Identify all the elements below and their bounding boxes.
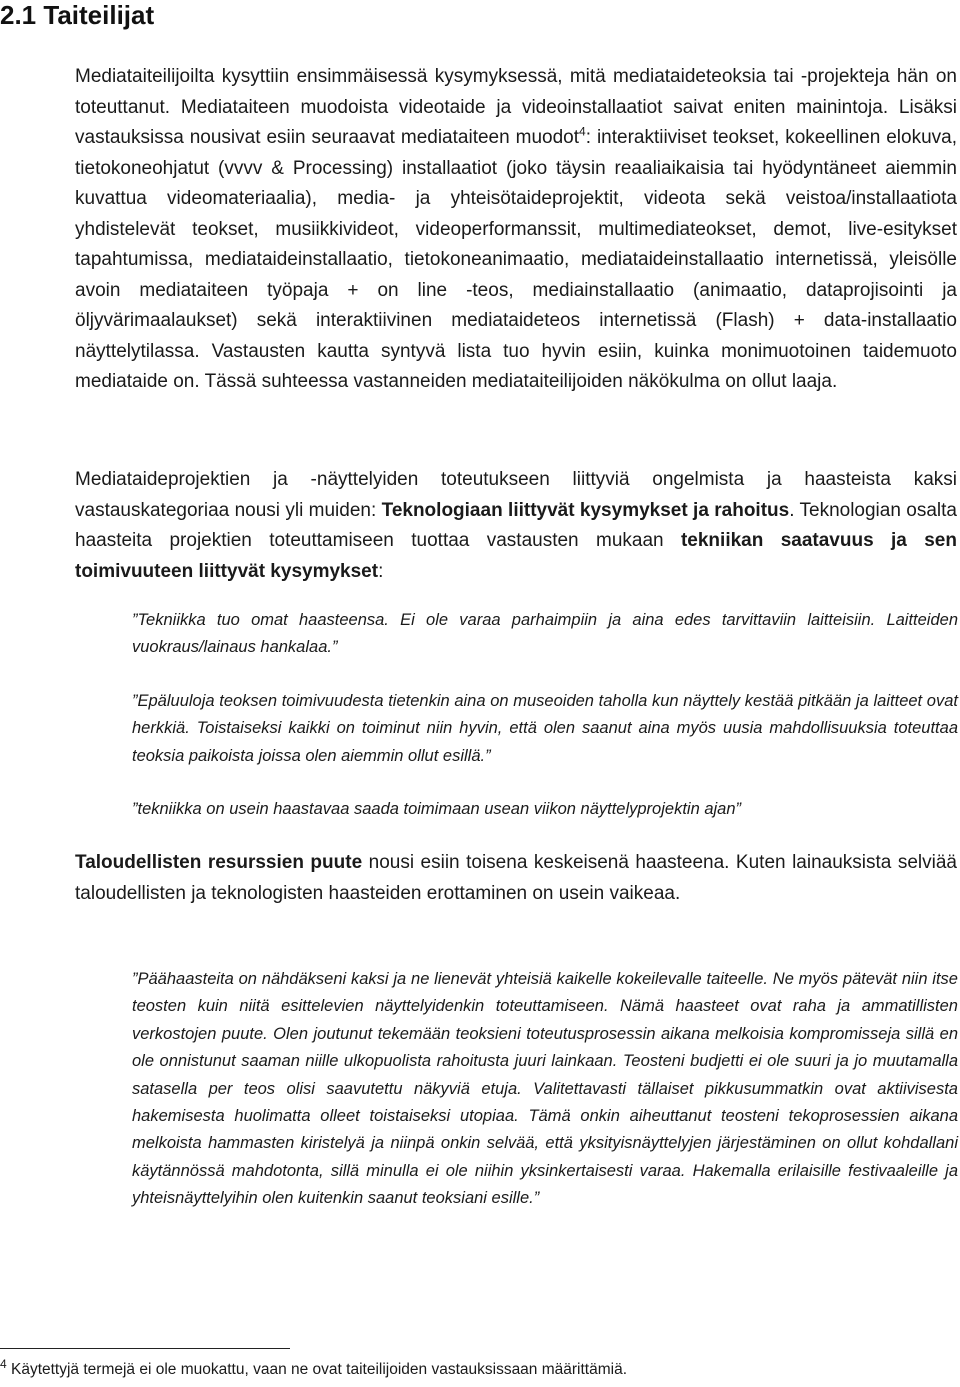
- paragraph-financial: [75, 848, 957, 909]
- paragraph-text: Mediataideprojektien ja -näyttelyiden toteutukseen liittyviä ongelmista ja haasteista kaksi vastauskategoriaa nousi yli muiden:: [75, 469, 957, 521]
- footnote: [0, 1356, 628, 1381]
- paragraph-text: :: [378, 560, 384, 582]
- paragraph-media-art-forms: [75, 62, 957, 398]
- quote-technology-1: ”Tekniikka tuo omat haasteensa. Ei ole varaa parhaimpiin ja aina edes tarvittaviin laitteisiin. Laitteiden vuokraus/lainaus hankalaa.”: [132, 611, 958, 657]
- footnote-number: 4: [0, 1356, 7, 1371]
- paragraph-text: Mediataiteilijoilta kysyttiin ensimmäisessä kysymyksessä, mitä mediataideteoksia tai -projekteja hän on toteuttanut. Mediataiteen muodoista videotaide ja videoinstallaatiot saivat eniten mainintoja. Lisäksi vastauksissa nousivat esiin seuraavat mediataiteen muodot: [75, 66, 957, 148]
- paragraph-text: : interaktiiviset teokset, kokeellinen elokuva, tietokoneohjatut (vvvv & Processing) installaatiot (joko täysin reaaliaikaisia tai hyödyntäneet aiemmin kuvattua videomateriaalia), media- ja yhteisötaideprojektit, videota sekä veistoa/installaatiota yhdistelevät teokset, musiikkivideot, videoperformanssit, multimediateokset, demot, live-esitykset tapahtumissa, mediataideinstallaatio, tietokoneanimaatio, mediataideinstallaatio internetissä, yleisölle avoin mediataiteen työpaja + on line -teos, mediainstallaatio (animaatio, dataprojisointi ja öljyvärimaalaukset) sekä interaktiivinen mediataideteos internetissä (Flash) + data-installaatio näyttelytilassa. Vastausten kautta syntyvä lista tuo hyvin esiin, kuinka monimuotoinen taidemuoto mediataide on. Tässä suhteessa vastanneiden mediataiteilijoiden näkökulma on ollut laaja.: [75, 127, 957, 392]
- bold-phrase: tekniikan saatavuus ja sen toimivuuteen liittyvät kysymykset: [75, 530, 957, 582]
- footnote-reference[interactable]: 4: [579, 124, 586, 139]
- quote-technology-2: ”Epäluuloja teoksen toimivuudesta tietenkin aina on museoiden taholla kun näyttely kestää pitkään ja laitteet ovat herkkiä. Toistaiseksi kaikki on toiminut niin hyvin, että olen saanut aina myös uusia mahdollisuuksia toteuttaa teoksia paikoista joissa olen aiemmin ollut esillä.”: [132, 692, 958, 765]
- bold-phrase: Taloudellisten resurssien puute: [75, 852, 363, 873]
- footnote-text: Käytettyjä termejä ei ole muokattu, vaan ne ovat taiteilijoiden vastauksissaan määrittämiä.: [6, 1361, 628, 1378]
- section-heading: 2.1 Taiteilijat: [0, 0, 155, 30]
- paragraph-challenges: [75, 465, 957, 587]
- paragraph-text: . Teknologian osalta haasteita projektien toteuttamiseen tuottaa vastausten mukaan: [75, 499, 957, 551]
- bold-phrase: Teknologiaan liittyvät kysymykset ja rahoitus: [381, 499, 790, 521]
- quote-financial: ”Päähaasteita on nähdäkseni kaksi ja ne lienevät yhteisiä kaikelle kokeilevalle taiteelle. Ne myös pätevät niin itse teosten kuin niitä esittelevien näyttelyidenkin toteuttamiseen. Nämä haasteet ovat raha ja ammatillisten verkostojen puute. Olen joutunut tekemään teoksieni toteutusprosessin aikana melkoisia kompromisseja sillä en ole onnistunut saaman niille ulkopuolista rahoitusta juuri lainkaan. Teosteni budjetti ei ole suuri ja jo muutamalla satasella per teos olisi saavutettu näkyviä etuja. Valitettavasti tällaiset pikkusummatkin ovat aktiivisesta hakemisesta huolimatta olleet toistaiseksi utopiaa. Tämä onkin aiheuttanut teosteni tekoprosessien aikana melkoista hammasten kiristelyä ja niinpä onkin selvää, että yksityisnäyttelyjen järjestäminen on ollut kohdallani käytännössä mahdotonta, sillä minulla ei ole niihin yksinkertaisesti varaa. Hakemalla erilaisille festivaaleille ja yhteisnäyttelyihin olen kuitenkin saanut teoksiani esille.”: [132, 970, 958, 1208]
- footnote-divider: [0, 1348, 290, 1349]
- quote-technology-3: ”tekniikka on usein haastavaa saada toimimaan usean viikon näyttelyprojektin ajan”: [132, 800, 742, 818]
- paragraph-text: nousi esiin toisena keskeisenä haasteena. Kuten lainauksista selviää taloudellisten ja teknologisten haasteiden erottaminen on usein vaikeaa.: [75, 852, 957, 904]
